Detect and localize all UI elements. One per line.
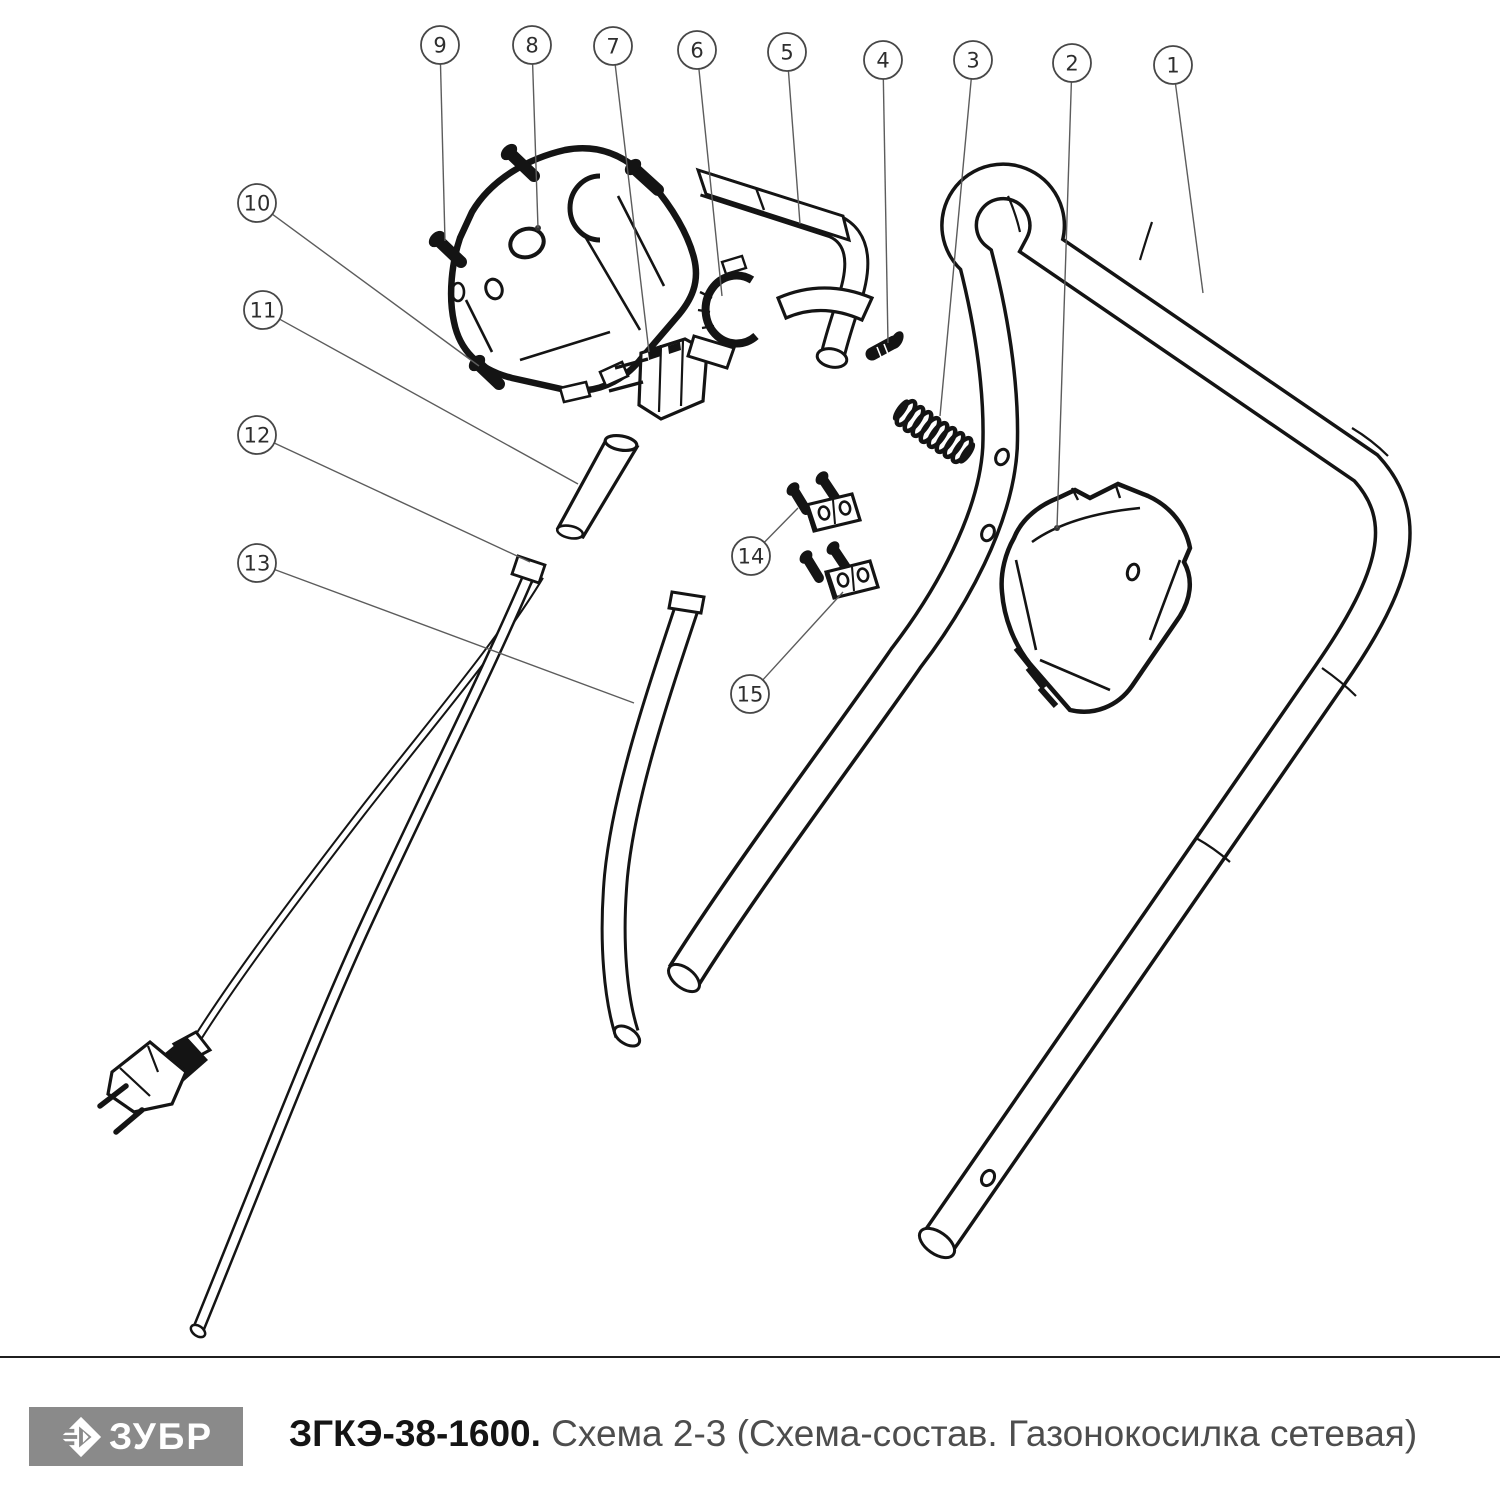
diagram-title-subtitle: Схема 2-3 (Схема-состав. Газонокосилка сетевая) — [540, 1413, 1418, 1454]
callout-leader-2 — [1057, 82, 1071, 528]
lower-tube-left — [189, 556, 545, 1340]
callout-number-8: 8 — [525, 33, 539, 58]
callout-leader-15 — [763, 592, 843, 680]
callout-leader-14 — [764, 508, 798, 542]
callout-leader-12 — [274, 443, 530, 562]
switch-housing-bottom — [1002, 484, 1190, 712]
cable-clip-lower — [798, 539, 878, 598]
callout-leader-9 — [440, 64, 445, 241]
callout-leader-13 — [275, 570, 634, 703]
cable-sleeve — [556, 433, 638, 540]
cable-clip-upper — [785, 469, 860, 531]
brand-logo — [29, 1407, 243, 1466]
brand-logo-icon — [59, 1415, 103, 1459]
callout-leader-4 — [883, 79, 888, 343]
callout-number-15: 15 — [736, 682, 764, 707]
callout-number-13: 13 — [243, 551, 271, 576]
callout-number-9: 9 — [433, 33, 447, 58]
power-plug — [100, 1032, 210, 1132]
footer-divider — [0, 1356, 1500, 1358]
callout-number-7: 7 — [606, 34, 620, 59]
callout-number-11: 11 — [249, 298, 277, 323]
callout-number-3: 3 — [966, 48, 980, 73]
callout-number-14: 14 — [737, 544, 765, 569]
callout-number-2: 2 — [1065, 51, 1079, 76]
callout-number-5: 5 — [780, 40, 794, 65]
spring — [891, 398, 977, 465]
callout-number-12: 12 — [243, 423, 271, 448]
callout-number-10: 10 — [243, 191, 271, 216]
callout-leader-1 — [1175, 84, 1203, 293]
diagram-title — [289, 1412, 1417, 1456]
brand-logo-text: ЗУБР — [108, 1416, 214, 1457]
bolt — [872, 330, 906, 357]
callout-number-6: 6 — [690, 38, 704, 63]
callout-number-1: 1 — [1166, 53, 1180, 78]
callout-number-4: 4 — [876, 48, 890, 73]
power-cable — [100, 576, 540, 1132]
diagram-title-model: ЗГКЭ-38-1600. — [289, 1413, 541, 1454]
upper-handle-bar — [664, 181, 1393, 1263]
